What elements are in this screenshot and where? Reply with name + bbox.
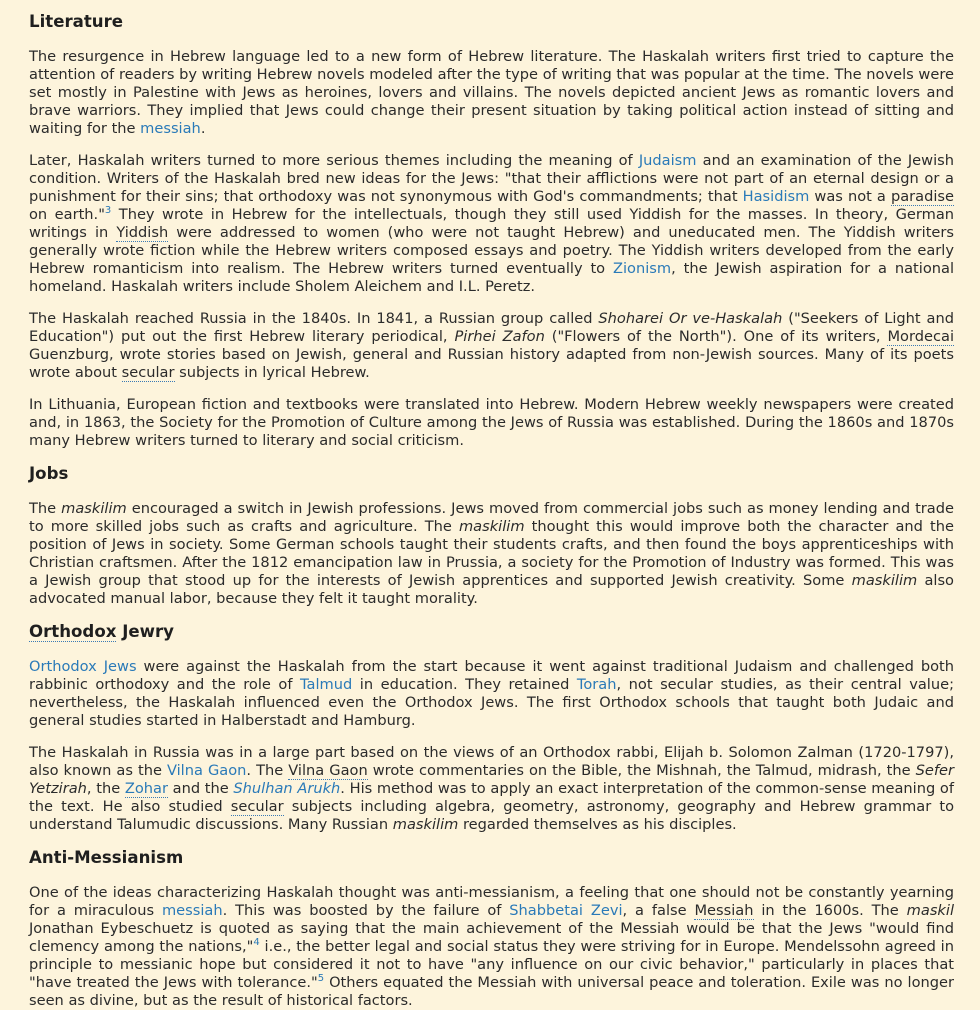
periodical-name-italic: Pirhei Zafon [454, 328, 545, 345]
shabbetai-zevi-link[interactable]: Shabbetai Zevi [509, 902, 623, 919]
messiah-glossary-term[interactable]: Messiah [694, 902, 754, 919]
secular-glossary-term[interactable]: secular [230, 798, 284, 815]
section-heading-jobs: Jobs [29, 464, 69, 483]
orthodox-jews-link[interactable]: Orthodox Jews [29, 658, 137, 675]
literature-paragraph-1: The resurgence in Hebrew language led to a new form of Hebrew literature. The Haskalah writers first tried to capture the attention of readers by writing Hebrew novels modeled after the type of writing that was popular at the time. The novels were set mostly in Palestine with Jews as heroines, lovers and villains. The novels depicted ancient Jews as romantic lovers and brave warriors. They implied that Jews could change their present situation by taking political action instead of sitting and waiting for the messiah. [29, 48, 954, 137]
hasidism-link[interactable]: Hasidism [742, 188, 810, 205]
vilna-gaon-glossary-term[interactable]: Vilna Gaon [288, 762, 368, 779]
talmud-link[interactable]: Talmud [300, 676, 353, 693]
section-heading-anti-messianism: Anti-Messianism [29, 848, 184, 867]
anti-messianism-paragraph-1: One of the ideas characterizing Haskalah thought was anti-messianism, a feeling that one should not be constantly yearning for a miraculous messiah. This was boosted by the failure of Shabbetai Zevi, a false Messiah in the 1600s. The maskil Jonathan Eybeschuetz is quoted as saying that the main achievement of the Messiah would be that the Jews "would find clemency among the nations,"$^4$ i.e., the better legal and social status they were striving for in Europe. Mendelssohn agreed in principle to messianic hope but considered it not to have "any influence on our civic behavior," particularly in places that "have treated the Jews with tolerance."$^5$ Others equated the Messiah with universal peace and toleration. Exile was no longer seen as divine, but as the result of historical factors. [29, 884, 954, 1009]
paradise-glossary-term[interactable]: paradise [890, 188, 955, 205]
footnote-5-link[interactable]: 5 [317, 973, 325, 984]
orthodox-paragraph-1: Orthodox Jews were against the Haskalah from the start because it went against traditional Judaism and challenged both rabbinic orthodoxy and the role of Talmud in education. They retained Torah, not secular studies, as their central value; nevertheless, the Haskalah influenced even the Orthodox Jews. The first Orthodox schools that taught both Judaic and general studies started in Halberstadt and Hamburg. [29, 658, 955, 729]
literature-paragraph-3: The Haskalah reached Russia in the 1840s. In 1841, a Russian group called Shoharei Or ve-Haskalah ("Seekers of Light and Education") put out the first Hebrew literary periodical, Pirhei Zafon ("Flowers of the North"). One of its writers, Mordecai Guenzburg, wrote stories based on Jewish, general and Russian history adapted from non-Jewish sources. Many of its poets wrote about secular subjects in lyrical Hebrew. [29, 310, 954, 381]
shulhan-arukh-link[interactable]: Shulhan Arukh [233, 780, 341, 797]
messiah-link[interactable]: messiah [140, 120, 201, 137]
literature-paragraph-2: Later, Haskalah writers turned to more serious themes including the meaning of Judaism and an examination of the Jewish condition. Writers of the Haskalah bred new ideas for the Jews: "that their afflictions were not part of an eternal design or a punishment for their sins; that orthodoxy was not synonymous with God's commandments; that Hasidism was not a paradise on earth."$^3$ They wrote in Hebrew for the intellectuals, though they still used Yiddish for the masses. In theory, German writings in Yiddish were addressed to women (who were not taught Hebrew) and uneducated men. The Yiddish writers generally wrote fiction while the Hebrew writers composed essays and poetry. The Yiddish writers developed from the early Hebrew romanticism into realism. The Hebrew writers turned eventually to Zionism, the Jewish aspiration for a national homeland. Haskalah writers include Sholem Aleichem and I.L. Peretz. [29, 152, 955, 295]
mordecai-glossary-term[interactable]: Mordecai [887, 328, 954, 345]
messiah-link[interactable]: messiah [161, 902, 223, 919]
secular-glossary-term[interactable]: secular [121, 364, 175, 381]
section-heading-orthodox-jewry: Orthodox Jewry [29, 622, 174, 641]
orthodox-paragraph-2: The Haskalah in Russia was in a large part based on the views of an Orthodox rabbi, Elijah b. Solomon Zalman (1720-1797), also known as the Vilna Gaon. The Vilna Gaon wrote commentaries on the Bible, the Mishnah, the Talmud, midrash, the Sefer Yetzirah, the Zohar and the Shulhan Arukh. His method was to apply an exact interpretation of the common-sense meaning of the text. He also studied secular subjects including algebra, geometry, astronomy, geography and Hebrew grammar to understand Talumudic discussions. Many Russian maskilim regarded themselves as his disciples. [29, 744, 954, 833]
yiddish-glossary-term[interactable]: Yiddish [116, 224, 169, 241]
judaism-link[interactable]: Judaism [638, 152, 697, 169]
vilna-gaon-link[interactable]: Vilna Gaon [166, 762, 247, 779]
jobs-paragraph-1: The maskilim encouraged a switch in Jewish professions. Jews moved from commercial jobs such as money lending and trade to more skilled jobs such as crafts and agriculture. The maskilim thought this would improve both the character and the position of Jews in society. Some German schools taught their students crafts, and then found the boys apprenticeships with Christian craftsmen. After the 1812 emancipation law in Prussia, a society for the Promotion of Industry was formed. This was a Jewish group that stood up for the interests of Jewish apprentices and supported Jewish creativity. Some maskilim also advocated manual labor, because they felt it taught morality. [29, 500, 954, 607]
section-heading-literature: Literature [29, 12, 124, 31]
zionism-link[interactable]: Zionism [613, 260, 672, 277]
orthodox-glossary-term[interactable]: Orthodox [29, 622, 117, 641]
group-name-italic: Shoharei Or ve-Haskalah [598, 310, 783, 327]
zohar-link[interactable]: Zohar [124, 780, 168, 797]
footnote-4-link[interactable]: 4 [253, 937, 260, 948]
footnote-3-link[interactable]: 3 [104, 205, 112, 216]
literature-paragraph-4: In Lithuania, European fiction and textbooks were translated into Hebrew. Modern Hebrew weekly newspapers were created and, in 1863, the Society for the Promotion of Culture among the Jews of Russia was established. During the 1860s and 1870s many Hebrew writers turned to literary and social criticism. [29, 396, 954, 449]
torah-link[interactable]: Torah [576, 676, 617, 693]
